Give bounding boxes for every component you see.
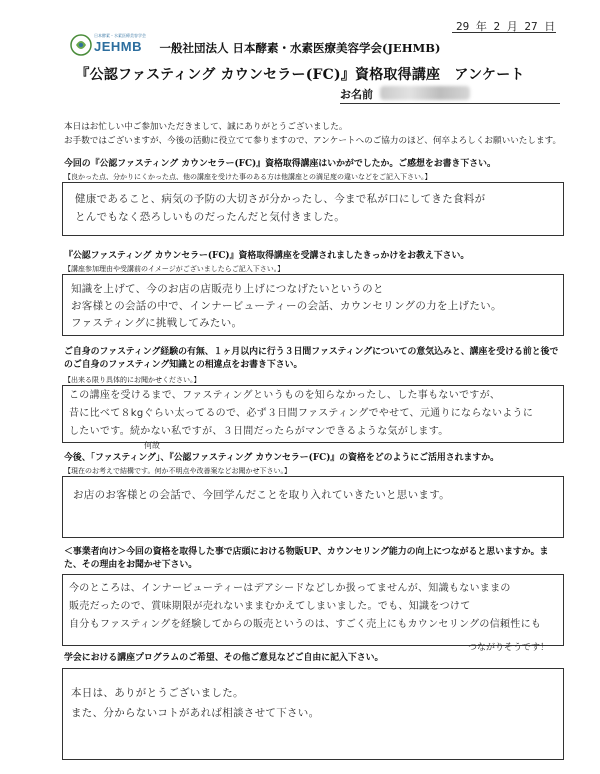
logo-text: JEHMB xyxy=(94,39,143,54)
question-1-hint: 【良かった点、分かりにくかった点、他の講座を受けた事のある方は他講座との満足度の違いなどをご記入下さい。】 xyxy=(64,173,432,181)
answer-line: 自分もファスティングを経験してからの販売というのは、すごく売上にもカウンセリングの信頼性にも xyxy=(69,619,542,630)
answer-box-2[interactable] xyxy=(62,274,564,336)
answer-line: 知識を上げて、今のお店の店販売り上げにつなげたいというのと xyxy=(71,283,384,295)
answer-line: お客様との会話の中で、インナービューティーの会話、カウンセリングの力を上げたい。 xyxy=(71,300,502,312)
handwritten-annotation: 何故 xyxy=(144,441,160,450)
answer-box-5[interactable] xyxy=(62,574,564,646)
date: 29 年 2 月 27 日 xyxy=(456,20,556,33)
name-underline xyxy=(340,103,560,104)
logo-subtext: 日本酵素・水素医療美容学会 xyxy=(94,33,146,38)
intro-line: お手数ではございますが、今後の活動に役立てて参りますので、アンケートへのご協力のほど、何卒よろしくお願いいたします。 xyxy=(64,136,562,146)
question-5: ＜事業者向け＞今回の資格を取得した事で店頭における物販UP、カウンセリング能力の向上につながると思いますか。また、その理由をお聞かせ下さい。 xyxy=(64,547,549,570)
answer-line: とんでもなく恐ろしいものだったんだと気付きました。 xyxy=(75,211,345,223)
answer-box-6[interactable] xyxy=(62,668,564,760)
answer-box-1[interactable] xyxy=(62,182,564,236)
question-3: ご自身のファスティング経験の有無、１ヶ月以内に行う３日間ファスティングについての意気込みと、講座を受ける前と後でのご自身のファスティング知識との相違点をお書き下さい。 xyxy=(64,347,559,370)
question-3-hint: 【出来る限り具体的にお聞かせください。】 xyxy=(64,376,201,384)
intro-text xyxy=(64,120,564,148)
question-4-hint: 【現在のお考えで結構です。何か不明点や改善案などお聞かせ下さい。】 xyxy=(64,467,291,475)
answer-line: 健康であること、病気の予防の大切さが分かったし、今まで私が口にしてきた食料が xyxy=(75,193,486,205)
question-4: 今後、「ファスティング」、『公認ファスティング カウンセラー(FC)』の資格をどのようにご活用されますか。 xyxy=(64,453,500,463)
answer-line: したいです。続かない私ですが、３日間だったらがマンできるような気がします。 xyxy=(69,426,449,437)
survey-title: 『公認ファスティング カウンセラー(FC)』資格取得講座 アンケート xyxy=(75,67,525,83)
answer-line: 今のところは、インナービューティーはデアシードなどしか扱ってませんが、知識もないままの xyxy=(69,583,511,594)
intro-line: 本日はお忙しい中ご参加いただきまして、誠にありがとうございました。 xyxy=(64,122,348,132)
name-label: お名前 xyxy=(340,88,373,101)
answer-box-3[interactable] xyxy=(62,385,564,443)
answer-line: この講座を受けるまで、ファスティングというものを知らなかったし、した事もないですが、 xyxy=(69,390,501,401)
answer-line: 販売だったので、賞味期限が売れないままむかえてしまいました。でも、知識をつけて xyxy=(69,601,471,612)
answer-line: 本日は、ありがとうございました。 xyxy=(71,687,244,699)
organization-name: 一般社団法人 日本酵素・水素医療美容学会(JEHMB) xyxy=(159,41,441,55)
question-2: 『公認ファスティング カウンセラー(FC)』資格取得講座を受講されましたきっかけをお教え下さい。 xyxy=(64,251,470,261)
question-2-hint: 【講座参加理由や受講前のイメージがございましたらご記入下さい。】 xyxy=(64,265,285,273)
date-underline xyxy=(452,32,556,33)
answer-box-4[interactable] xyxy=(62,476,564,538)
answer-line: お店のお客様との会話で、今回学んだことを取り入れていきたいと思います。 xyxy=(73,489,450,501)
answer-line: ファスティングに挑戦してみたい。 xyxy=(71,317,243,329)
answer-line: 昔に比べて８kgぐらい太ってるので、必ず３日間ファスティングでやせて、元通りにならないように xyxy=(69,408,534,419)
redacted-name xyxy=(380,86,470,100)
answer-continuation: つながりそうです！ xyxy=(468,643,550,653)
answer-line: また、分からないコトがあれば相談させて下さい。 xyxy=(71,707,320,719)
question-6: 学会における講座プログラムのご希望、その他ご意見などご自由に記入下さい。 xyxy=(64,653,384,663)
question-1: 今回の『公認ファスティング カウンセラー(FC)』資格取得講座はいかがでしたか。ご感想をお書き下さい。 xyxy=(64,159,496,169)
